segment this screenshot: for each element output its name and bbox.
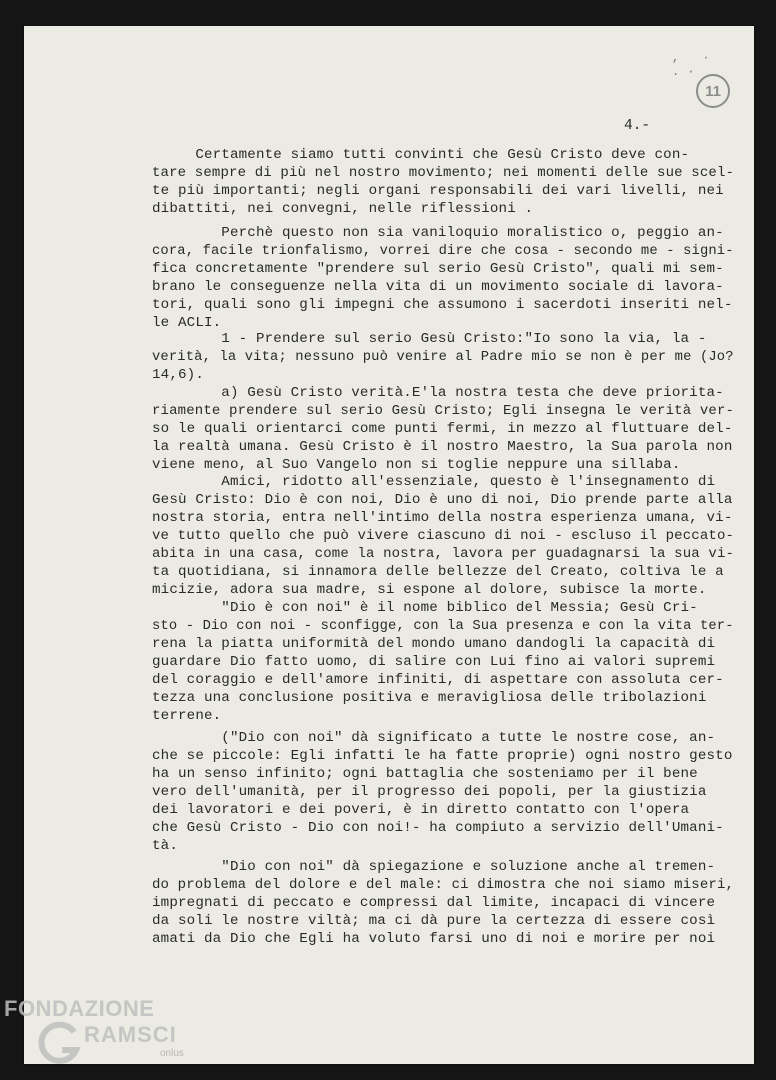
text-line: del coraggio e dell'amore infiniti, di aspettare con assoluta cer- [152,672,724,688]
document-page [24,26,754,1064]
text-line: guardare Dio fatto uomo, di salire con Lui fino ai valori supremi [152,654,716,670]
text-line: dei lavoratori e dei poveri, è in diretto contatto con l'opera [152,802,690,818]
text-line: fica concretamente "prendere sul serio Gesù Cristo", quali mi sem- [152,261,724,277]
margin-marks: , · .· [672,51,718,79]
text-line: rena la piatta uniformità del mondo umano dandogli la capacità di [152,636,716,652]
text-line: "Dio con noi" dà spiegazione e soluzione anche al tremen- [152,859,716,875]
watermark-title: FONDAZIONE [4,996,155,1021]
text-line: 1 - Prendere sul serio Gesù Cristo:"Io sono la via, la - [152,331,707,347]
text-line: dibattiti, nei convegni, nelle riflessioni . [152,201,534,217]
text-line: verità, la vita; nessuno può venire al Padre mio se non è per me (Jo? [152,349,734,365]
text-line: Certamente siamo tutti convinti che Gesù Cristo deve con- [152,147,690,163]
text-line: tare sempre di più nel nostro movimento; nei momenti delle sue scel- [152,165,735,181]
text-line: viene meno, al Suo Vangelo non si toglie neppure una sillaba. [152,457,681,473]
text-line: la realtà umana. Gesù Cristo è il nostro Maestro, la Sua parola non [152,439,733,455]
text-line: tezza una conclusione positiva e meravigliosa delle tribolazioni [152,690,707,706]
text-line: Perchè questo non sia vaniloquio moralistico o, peggio an- [152,225,724,241]
text-line: vero dell'umanità, per il progresso dei popoli, per la giustizia [152,784,707,800]
text-line: micizie, adora sua madre, si espone al dolore, subisce la morte. [152,582,707,598]
text-line: 14,6). [152,367,204,383]
text-line: ha un senso infinito; ogni battaglia che sosteniamo per il bene [152,766,698,782]
text-line: do problema del dolore e del male: ci dimostra che noi siamo miseri, [152,877,735,893]
text-line: terrene. [152,708,222,724]
text-line: abita in una casa, come la nostra, lavora per guadagnarsi la sua vi- [152,546,735,562]
text-line: che Gesù Cristo - Dio con noi!- ha compiuto a servizio dell'Umani- [152,820,724,836]
watermark-suffix: onlus [160,1048,184,1059]
text-line: ta quotidiana, si innamora delle bellezze del Creato, coltiva le a [152,564,724,580]
text-line: nostra storia, entra nell'intimo della nostra esperienza umana, vi- [152,510,733,526]
text-line: ("Dio con noi" dà significato a tutte le nostre cose, an- [152,730,716,746]
text-line: che se piccole: Egli infatti le ha fatte proprie) ogni nostro gesto [152,748,733,764]
text-line: sto - Dio con noi - sconfigge, con la Sua presenza e con la vita ter- [152,618,734,634]
text-line: a) Gesù Cristo verità.E'la nostra testa che deve prioritа- [152,385,724,401]
text-line: riamente prendere sul serio Gesù Cristo; Egli insegna le verità ver- [152,403,735,419]
text-line: brano le conseguenze nella vita di un movimento sociale di lavora- [152,279,724,295]
page-number: 4.- [624,118,651,134]
text-line: Gesù Cristo: Dio è con noi, Dio è uno di noi, Dio prende parte alla [152,492,733,508]
text-line: tà. [152,838,178,854]
text-line: ve tutto quello che può vivere ciascuno di noi - escluso il peccato- [152,528,735,544]
text-line: le ACLI. [152,315,222,331]
text-line: te più importanti; negli organi responsabili dei vari livelli, nei [152,183,724,199]
text-line: cora, facile trionfalismo, vorrei dire che cosa - secondo me - signi- [152,243,734,259]
page-stamp: 11 [696,74,730,108]
text-line: tori, quali sono gli impegni che assumono i sacerdoti inseriti nel- [152,297,733,313]
text-line: amati da Dio che Egli ha voluto farsi uno di noi e morire per noi [152,931,716,947]
text-line: "Dio è con noi" è il nome biblico del Messia; Gesù Cri- [152,600,698,616]
text-line: impregnati di peccato e compressi dal limite, incapaci di vincere [152,895,716,911]
text-line: Amici, ridotto all'essenziale, questo è l'insegnamento di [152,474,716,490]
watermark-subtitle: RAMSCI [84,1022,177,1047]
text-line: so le quali orientarci come punti fermi, in mezzo al fluttuare del- [152,421,733,437]
text-line: da soli le nostre viltà; ma ci dà pure la certezza di essere così [152,913,716,929]
